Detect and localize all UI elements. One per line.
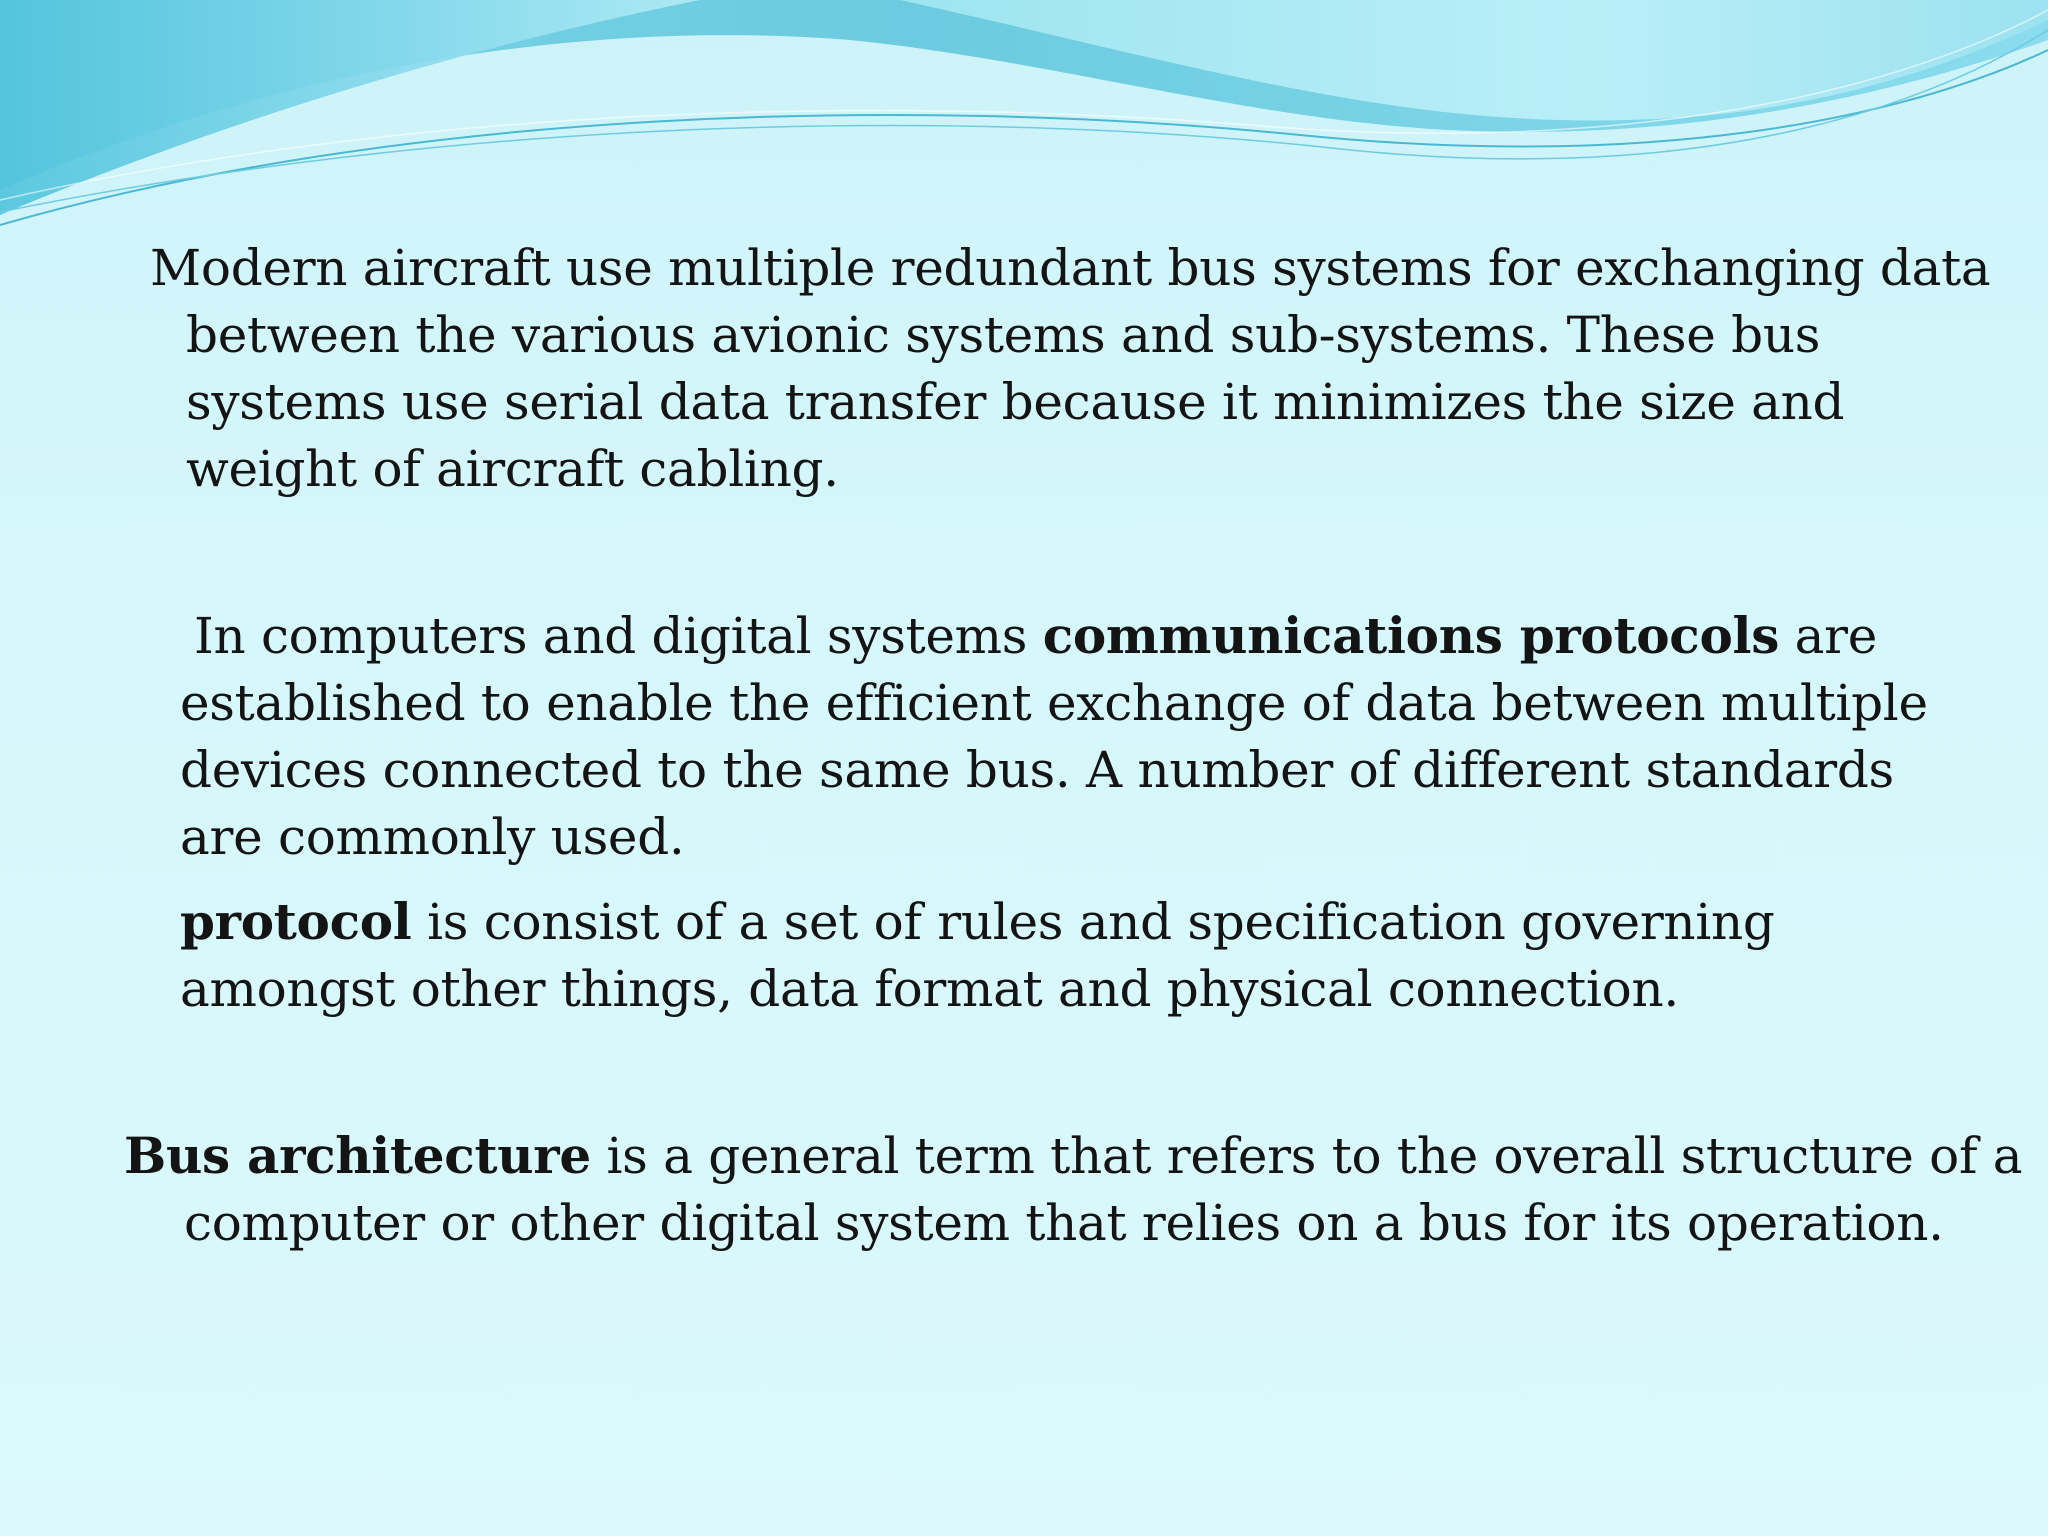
text-run: are: [1779, 607, 1878, 665]
bold-term: communications protocols: [1042, 606, 1780, 665]
text-line: between the various avionic systems and sub-systems. These bus: [186, 306, 1821, 364]
text-line: [180, 888, 1775, 956]
text-line: weight of aircraft cabling.: [186, 440, 839, 498]
text-line: amongst other things, data format and physical connection.: [180, 960, 1679, 1018]
text-line: established to enable the efficient exchange of data between multiple: [180, 674, 1928, 732]
paragraph-bus-architecture: [124, 1122, 2022, 1257]
paragraph-protocol-definition: [180, 888, 1775, 1023]
text-line: systems use serial data transfer because it minimizes the size and: [186, 373, 1845, 431]
paragraph-communications-protocols: [180, 602, 1928, 871]
text-run: In computers and digital systems: [194, 607, 1043, 665]
text-line: [124, 1122, 2022, 1190]
text-run: is a general term that refers to the overall structure of a: [590, 1127, 2023, 1185]
text-line: Modern aircraft use multiple redundant bus systems for exchanging data: [150, 239, 1991, 297]
text-line: computer or other digital system that relies on a bus for its operation.: [184, 1194, 1944, 1252]
bold-term: Bus architecture: [124, 1126, 591, 1185]
text-line: devices connected to the same bus. A number of different standards: [180, 741, 1894, 799]
text-run: is consist of a set of rules and specification governing: [411, 893, 1775, 951]
bold-term: protocol: [180, 892, 412, 951]
text-line: are commonly used.: [180, 808, 685, 866]
text-line: [180, 602, 1928, 670]
paragraph-aircraft-bus-systems: [150, 235, 1990, 503]
